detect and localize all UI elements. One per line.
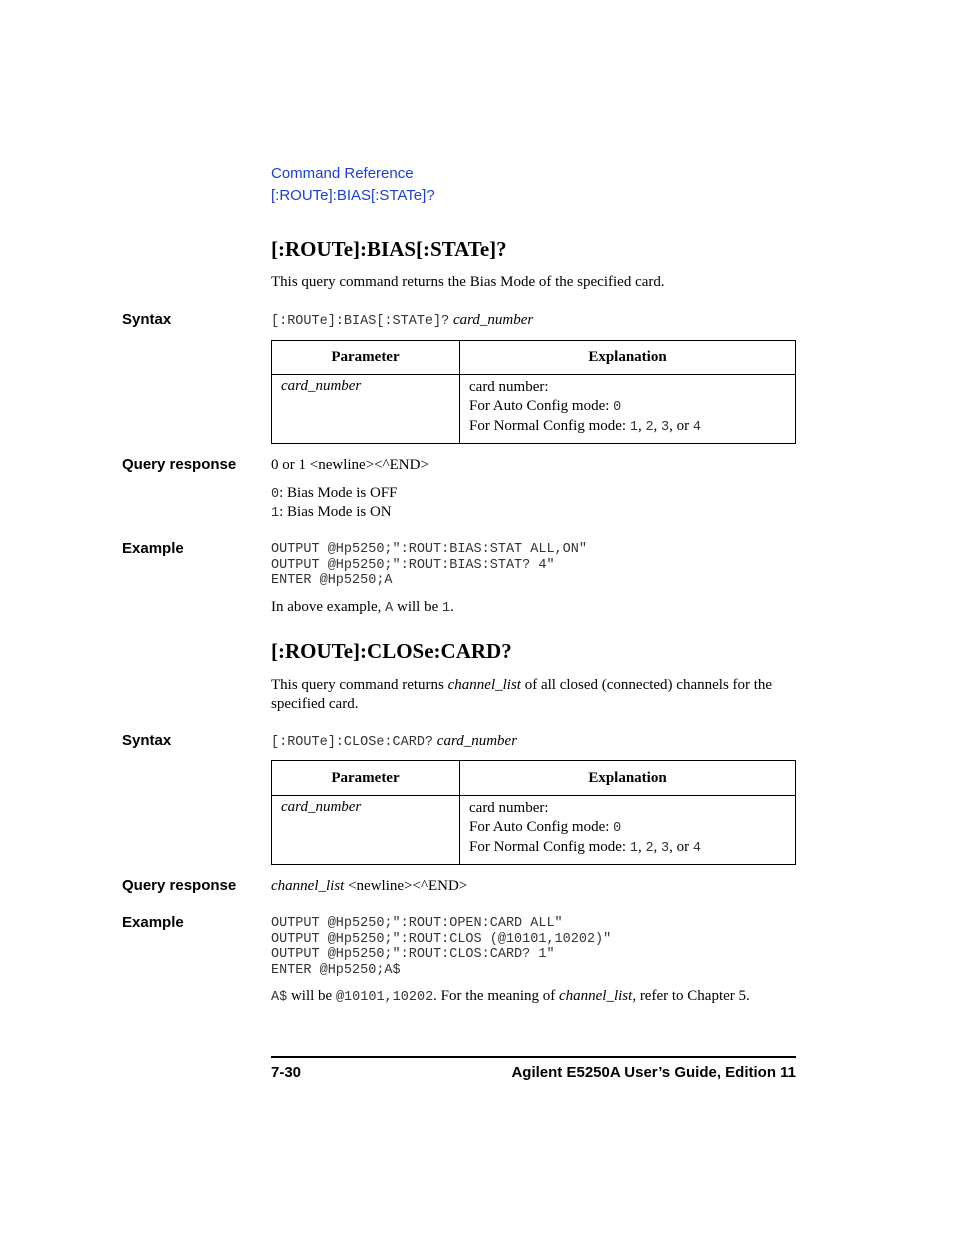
syntax-line [271, 311, 533, 331]
breadcrumb-section[interactable]: [:ROUTe]:BIAS[:STATe]? [271, 187, 435, 204]
section-title-bias-state: [:ROUTe]:BIAS[:STATe]? [271, 237, 507, 261]
query-response-text: 0 or 1 <newline><^END> [271, 457, 429, 473]
syntax-label: Syntax [122, 311, 172, 328]
parameter-table [271, 340, 796, 444]
explanation-line: For Normal Config mode: 1, 2, 3, or 4 [469, 418, 702, 435]
table-row [272, 796, 796, 865]
explanation-line: card number: [469, 800, 549, 816]
syntax-argument: card_number [436, 733, 518, 749]
query-response-text: channel_list <newline><^END> [271, 878, 468, 894]
query-response-label: Query response [122, 877, 237, 894]
syntax-argument: card_number [452, 312, 534, 328]
example-note: A$ will be @10101,10202. For the meaning of channel_list, refer to Chapter 5. [271, 988, 750, 1005]
param-name: card_number [272, 375, 460, 444]
table-header-explanation: Explanation [460, 761, 796, 796]
table-header-parameter: Parameter [272, 341, 460, 375]
section-title-close-card: [:ROUTe]:CLOSe:CARD? [271, 639, 512, 663]
syntax-command: [:ROUTe]:CLOSe:CARD? [271, 735, 434, 750]
parameter-table [271, 760, 796, 865]
response-value-off: 0: Bias Mode is OFF [271, 485, 398, 502]
query-response-label: Query response [122, 456, 237, 473]
param-explanation [460, 375, 796, 444]
breadcrumb-chapter[interactable]: Command Reference [271, 165, 414, 182]
footer-title: Agilent E5250A User’s Guide, Edition 11 [511, 1064, 796, 1081]
example-label: Example [122, 540, 184, 557]
response-value-on: 1: Bias Mode is ON [271, 504, 392, 521]
section-description: This query command returns the Bias Mode of the specified card. [271, 274, 665, 290]
example-code: OUTPUT @Hp5250;":ROUT:OPEN:CARD ALL" OUTPUT @Hp5250;":ROUT:CLOS (@10101,10202)" OUTPUT @Hp5250;":ROUT:CLOS:CARD? 1" ENTER @Hp5250;A$ [271, 916, 612, 978]
example-code: OUTPUT @Hp5250;":ROUT:BIAS:STAT ALL,ON" OUTPUT @Hp5250;":ROUT:BIAS:STAT? 4" ENTER @Hp5250;A [271, 542, 587, 588]
syntax-line [271, 732, 517, 752]
table-header-parameter: Parameter [272, 761, 460, 796]
table-header-explanation: Explanation [460, 341, 796, 375]
footer-rule [271, 1056, 796, 1058]
page-number: 7-30 [271, 1064, 302, 1081]
syntax-command: [:ROUTe]:BIAS[:STATe]? [271, 314, 450, 329]
explanation-line: For Auto Config mode: 0 [469, 819, 622, 836]
syntax-label: Syntax [122, 732, 172, 749]
example-note: In above example, A will be 1. [271, 599, 454, 616]
section-description: This query command returns channel_list of all closed (connected) channels for the specified card. [271, 677, 773, 712]
example-label: Example [122, 914, 184, 931]
param-explanation [460, 796, 796, 865]
explanation-line: card number: [469, 379, 549, 395]
explanation-line: For Normal Config mode: 1, 2, 3, or 4 [469, 839, 702, 856]
param-name: card_number [272, 796, 460, 865]
table-row [272, 375, 796, 444]
explanation-line: For Auto Config mode: 0 [469, 398, 622, 415]
